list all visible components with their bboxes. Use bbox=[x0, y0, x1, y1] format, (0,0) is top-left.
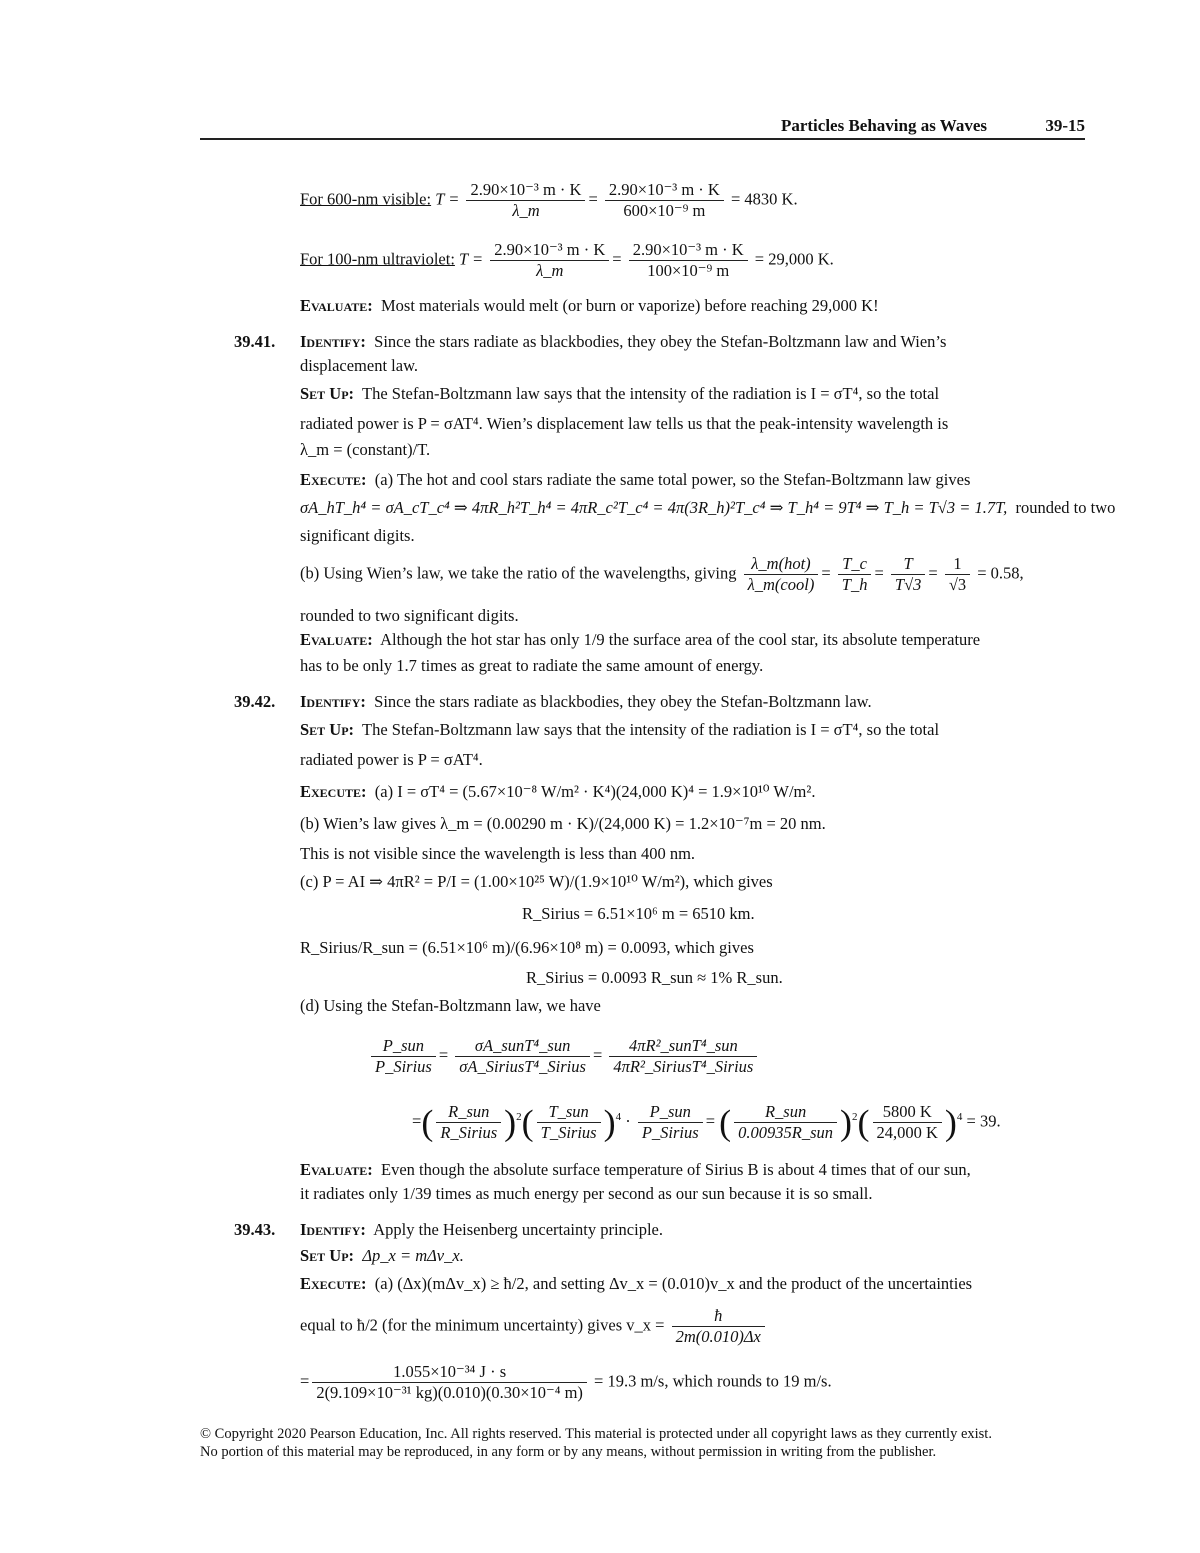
p42-execute-b: (b) Wien’s law gives λ_m = (0.00290 m · K)/(24,000 K) = 1.2×10⁻⁷m = 20 nm. bbox=[300, 814, 826, 833]
p41-setup: Set Up: The Stefan-Boltzmann law says that the intensity of the radiation is I = σT⁴, so the total bbox=[300, 384, 940, 403]
copyright-footer bbox=[200, 1425, 1090, 1461]
footer-line-2: No portion of this material may be reproduced, in any form or by any means, without permission in writing from the publisher. bbox=[200, 1444, 937, 1460]
p41-execute-eq: σA_hT_h⁴ = σA_cT_c⁴ ⇒ 4πR_h²T_h⁴ = 4πR_c²T_c⁴ = 4π(3R_h)²T_c⁴ ⇒ T_h⁴ = 9T⁴ ⇒ T_h = T√3 = 1.7T, rounded to two bbox=[300, 498, 1116, 517]
page-number: 39-15 bbox=[1045, 116, 1085, 135]
p43-execute-a-2: equal to ħ/2 (for the minimum uncertainty) gives v_x = $\frac{ħ}{2m(0.010)\Delta x}$ bbox=[300, 1306, 768, 1347]
p41-part-b-2: rounded to two significant digits. bbox=[300, 606, 519, 625]
chapter-title: Particles Behaving as Waves bbox=[780, 116, 987, 135]
p41-part-b: (b) Using Wien’s law, we take the ratio of the wavelengths, giving $\frac{\text{λ\_m(hot)}}{\text{λ\_m(cool)}}$ = $\frac{T\_c}{T\_h}$ = $\frac{T}{T√3}$ = $\frac{1}{√3}$ = 0.58, bbox=[300, 554, 1024, 594]
p41-evaluate: Evaluate: Although the hot star has only 1/9 the surface area of the cool star, its absolute temperature bbox=[300, 630, 981, 649]
p42-evaluate: Evaluate: Even though the absolute surface temperature of Sirius B is about 4 times that of our sun, bbox=[300, 1160, 971, 1179]
problem-number-41: 39.41. bbox=[234, 332, 276, 351]
p42-execute-d: (d) Using the Stefan-Boltzmann law, we have bbox=[300, 996, 601, 1015]
p42-setup: Set Up: The Stefan-Boltzmann law says that the intensity of the radiation is I = σT⁴, so the total bbox=[300, 720, 940, 739]
problem-number-42: 39.42. bbox=[234, 692, 276, 711]
uv-equation: For 100-nm ultraviolet: T = $\frac{\text{2.90×10⁻³ m · K}}{\lambda\_m}$ = $\frac{\text{2.90×10⁻³ m · K}}{\text{100×10⁻⁹ m}}$ = 29,000 K. bbox=[300, 240, 834, 280]
p43-execute-a: Execute: (a) (Δx)(mΔv_x) ≥ ħ/2, and setting Δv_x = (0.010)v_x and the product of the uncertainties bbox=[300, 1274, 973, 1293]
p43-setup: Set Up: Δp_x = mΔv_x. bbox=[300, 1246, 464, 1265]
p41-identify-2: displacement law. bbox=[300, 356, 419, 375]
p42-c-eq2: R_Sirius/R_sun = (6.51×10⁶ m)/(6.96×10⁸ m) = 0.0093, which gives bbox=[300, 938, 754, 957]
p41-identify: Identify: Since the stars radiate as blackbodies, they obey the Stefan-Boltzmann law and Wien’s bbox=[300, 332, 947, 351]
p42-c-eq1: R_Sirius = 6.51×10⁶ m = 6510 km. bbox=[522, 904, 755, 923]
p41-setup-3: λ_m = (constant)/T. bbox=[300, 440, 431, 459]
p42-execute-a: Execute: (a) I = σT⁴ = (5.67×10⁻⁸ W/m² · K⁴)(24,000 K)⁴ = 1.9×10¹⁰ W/m². bbox=[300, 782, 816, 801]
p42-setup-2: radiated power is P = σAT⁴. bbox=[300, 750, 483, 769]
page-header bbox=[200, 116, 1085, 140]
p42-execute-c: (c) P = AI ⇒ 4πR² = P/I = (1.00×10²⁵ W)/(1.9×10¹⁰ W/m²), which gives bbox=[300, 872, 773, 891]
p41-execute-3: significant digits. bbox=[300, 526, 415, 545]
p43-final-equation: = $\frac{\text{1.055×10⁻³⁴ J · s}}{\text{2(9.109×10⁻³¹ kg)(0.010)(0.30×10⁻⁴ m)}}$ = 19.3 m/s, which rounds to 19 m/s. bbox=[300, 1362, 832, 1402]
problem-number-43: 39.43. bbox=[234, 1220, 276, 1239]
p41-evaluate-2: has to be only 1.7 times as great to radiate the same amount of energy. bbox=[300, 656, 764, 675]
evaluate-top: Evaluate: Most materials would melt (or burn or vaporize) before reaching 29,000 K! bbox=[300, 296, 879, 315]
visible-equation: For 600-nm visible: T = $\frac{\text{2.90×10⁻³ m · K}}{\lambda\_m}$ = $\frac{\text{2.90×10⁻³ m · K}}{\text{600×10⁻⁹ m}}$ = 4830 K. bbox=[300, 180, 798, 220]
p42-evaluate-2: it radiates only 1/39 times as much energy per second as our sun because it is so small. bbox=[300, 1184, 873, 1203]
p42-d-ratio-2: =( $\frac{\text{R\_sun}}{\text{R\_Sirius}}$ )$^2$( $\frac{\text{T\_sun}}{\text{T\_Sirius}}$ )$^4$ · $\frac{\text{P\_sun}}{\text{P\_Sirius}}$ = ( $\frac{\text{R\_sun}}{\text{0.00935R\_sun}}$ )$^2$( $\frac{5800 K}{24,000 K}$ )$^4$ = 39. bbox=[412, 1102, 1001, 1143]
p42-d-ratio-1: $\frac{\text{P\_sun}}{\text{P\_Sirius}}$ = $\frac{\text{σA\_sunT⁴\_sun}}{\text{σA\_SiriusT⁴\_Sirius}}$ = $\frac{\text{4πR²\_sunT⁴\_sun}}{\text{4πR²\_SiriusT⁴\_Sirius}}$ bbox=[368, 1036, 760, 1077]
footer-line-1: © Copyright 2020 Pearson Education, Inc. All rights reserved. This material is protected under all copyright laws as they currently exist. bbox=[200, 1426, 992, 1442]
p42-identify: Identify: Since the stars radiate as blackbodies, they obey the Stefan-Boltzmann law. bbox=[300, 692, 872, 711]
p42-c-eq3: R_Sirius = 0.0093 R_sun ≈ 1% R_sun. bbox=[526, 968, 783, 987]
p42-execute-b-2: This is not visible since the wavelength is less than 400 nm. bbox=[300, 844, 696, 863]
p41-execute: Execute: (a) The hot and cool stars radiate the same total power, so the Stefan-Boltzmann law gives bbox=[300, 470, 971, 489]
p43-identify: Identify: Apply the Heisenberg uncertainty principle. bbox=[300, 1220, 663, 1239]
p41-setup-2: radiated power is P = σAT⁴. Wien’s displacement law tells us that the peak-intensity wavelength is bbox=[300, 414, 949, 433]
